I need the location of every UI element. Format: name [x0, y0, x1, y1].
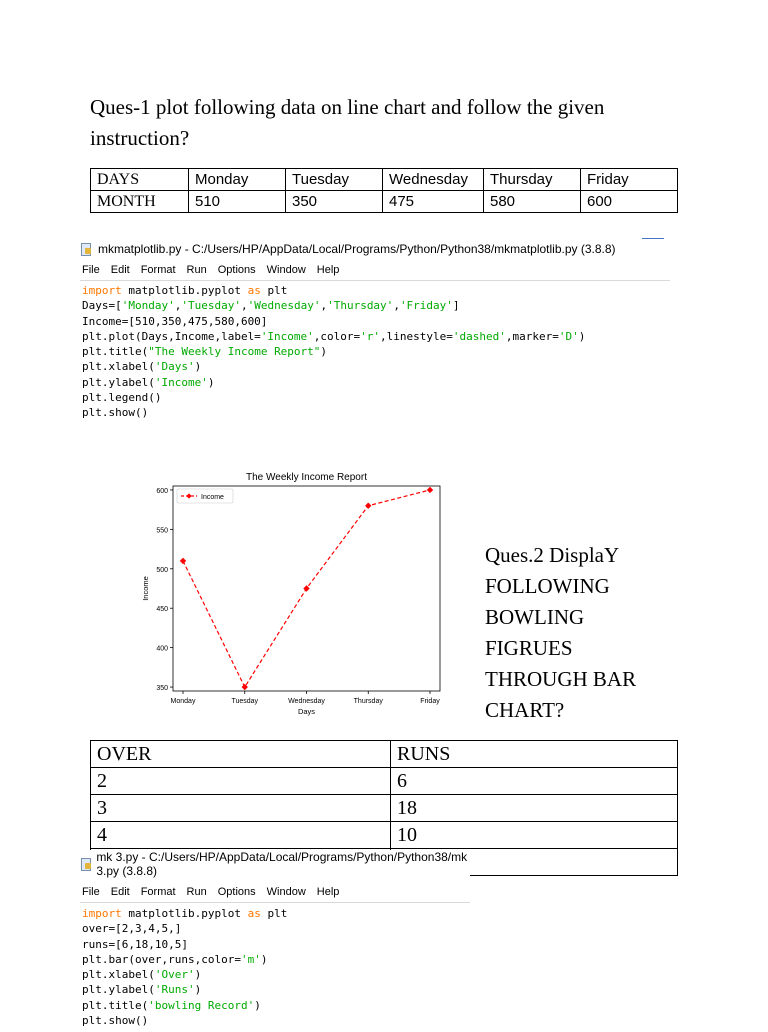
- menu-options[interactable]: Options: [217, 264, 256, 276]
- data-point-marker: [242, 684, 248, 690]
- window-title-bar: [80, 242, 670, 256]
- code-line: runs=[6,18,10,5]: [82, 937, 188, 951]
- y-axis-label: Income: [141, 576, 150, 601]
- menu-window[interactable]: Window: [266, 886, 306, 898]
- table-row: [91, 822, 678, 849]
- question-2-line: Ques.2 DisplaY: [485, 543, 620, 567]
- code-line: plt.show(): [82, 1014, 149, 1028]
- legend-label: Income: [201, 494, 224, 501]
- days-income-table: [90, 168, 678, 213]
- x-tick-label: Wednesday: [288, 698, 325, 705]
- table-cell: Tuesday: [286, 169, 383, 191]
- weekly-income-chart: [140, 466, 450, 726]
- menu-help[interactable]: Help: [316, 886, 340, 898]
- table-cell: DAYS: [91, 169, 189, 191]
- menu-run[interactable]: Run: [186, 886, 207, 898]
- question-2-line: CHART?: [485, 698, 565, 722]
- menu-file[interactable]: File: [82, 886, 100, 898]
- menu-window[interactable]: Window: [266, 264, 306, 276]
- menu-divider: [80, 902, 470, 903]
- data-point-marker: [303, 585, 309, 591]
- table-cell: MONTH: [91, 191, 189, 213]
- table-cell: 6: [391, 768, 678, 795]
- line-chart-svg: [140, 466, 450, 726]
- code-line: Income=[510,350,475,580,600]: [82, 314, 268, 328]
- table-cell: 350: [286, 191, 383, 213]
- code-line: Days=['Monday','Tuesday','Wednesday','Thursday','Friday']: [82, 299, 460, 313]
- x-tick-label: Friday: [420, 698, 440, 705]
- table-header-cell: RUNS: [391, 741, 678, 768]
- data-point-marker: [427, 487, 433, 493]
- code-line: over=[2,3,4,5,]: [82, 922, 182, 936]
- blue-underline-mark: [642, 238, 664, 239]
- question-1-title: Ques-1 plot following data on line chart and follow the given instruction?: [90, 95, 605, 150]
- data-point-marker: [180, 558, 186, 564]
- menu-edit[interactable]: Edit: [110, 264, 130, 276]
- table-cell: 10: [391, 822, 678, 849]
- menu-run[interactable]: Run: [186, 264, 207, 276]
- question-2-line: FOLLOWING: [485, 574, 610, 598]
- idle-editor-window-2: [76, 850, 470, 1032]
- window-title: mkmatplotlib.py - C:/Users/HP/AppData/Local/Programs/Python/Python38/mkmatplotlib.py (3.8.8): [98, 242, 616, 256]
- code-line: import matplotlib.pyplot as plt: [82, 907, 288, 920]
- table-row: [91, 768, 678, 795]
- table-cell: Monday: [189, 169, 286, 191]
- question-2-title: [485, 540, 705, 726]
- code-editor[interactable]: [82, 283, 670, 421]
- idle-editor-window-1: [80, 242, 670, 421]
- y-tick-label: 500: [156, 566, 168, 574]
- code-line: plt.xlabel('Days'): [82, 360, 202, 374]
- code-line: import matplotlib.pyplot as plt: [82, 284, 288, 297]
- code-line: plt.show(): [82, 406, 149, 420]
- x-tick-label: Tuesday: [231, 698, 259, 705]
- code-line: plt.xlabel('Over'): [82, 968, 202, 982]
- table-cell: Friday: [581, 169, 678, 191]
- x-tick-label: Monday: [170, 698, 196, 705]
- table-cell: 3: [91, 795, 391, 822]
- y-tick-label: 400: [156, 645, 168, 653]
- table-row: [91, 741, 678, 768]
- table-cell: Thursday: [484, 169, 581, 191]
- data-point-marker: [365, 503, 371, 509]
- window-title: mk 3.py - C:/Users/HP/AppData/Local/Programs/Python/Python38/mk 3.py (3.8.8): [96, 850, 468, 878]
- question-2-line: THROUGH BAR: [485, 667, 637, 691]
- table-row: [91, 795, 678, 822]
- table-row: [91, 169, 678, 191]
- chart-title: The Weekly Income Report: [246, 472, 367, 483]
- code-line: plt.bar(over,runs,color='m'): [82, 952, 268, 966]
- table-row: [91, 191, 678, 213]
- code-line: plt.plot(Days,Income,label='Income',color='r',linestyle='dashed',marker='D'): [82, 329, 586, 343]
- table-cell: Wednesday: [383, 169, 484, 191]
- table-cell: 18: [391, 795, 678, 822]
- table-header-cell: OVER: [91, 741, 391, 768]
- code-line: plt.legend(): [82, 391, 162, 405]
- menu-format[interactable]: Format: [140, 264, 176, 276]
- table-cell: 2: [91, 768, 391, 795]
- menu-options[interactable]: Options: [217, 886, 256, 898]
- y-tick-label: 350: [156, 685, 168, 693]
- python-file-icon: [80, 858, 90, 870]
- table-cell: 510: [189, 191, 286, 213]
- python-file-icon: [80, 243, 92, 255]
- table-cell: 580: [484, 191, 581, 213]
- y-tick-label: 550: [156, 527, 168, 535]
- code-line: plt.title('bowling Record'): [82, 998, 261, 1012]
- x-tick-label: Thursday: [353, 698, 383, 705]
- menu-bar: [82, 264, 670, 276]
- window-title-bar: [80, 850, 470, 878]
- table-cell: 475: [383, 191, 484, 213]
- menu-edit[interactable]: Edit: [110, 886, 130, 898]
- table-cell: 600: [581, 191, 678, 213]
- table-cell: 4: [91, 822, 391, 849]
- menu-file[interactable]: File: [82, 264, 100, 276]
- x-axis-label: Days: [297, 707, 316, 716]
- code-line: plt.ylabel('Runs'): [82, 983, 202, 997]
- menu-divider: [80, 280, 670, 281]
- y-tick-label: 600: [156, 487, 168, 495]
- code-line: plt.title("The Weekly Income Report"): [82, 345, 328, 359]
- code-editor[interactable]: [82, 906, 470, 1028]
- menu-bar: [82, 886, 470, 898]
- menu-format[interactable]: Format: [140, 886, 176, 898]
- question-2-line: FIGRUES: [485, 636, 573, 660]
- menu-help[interactable]: Help: [316, 264, 340, 276]
- code-line: plt.ylabel('Income'): [82, 375, 215, 389]
- question-2-line: BOWLING: [485, 605, 585, 629]
- y-tick-label: 450: [156, 606, 168, 614]
